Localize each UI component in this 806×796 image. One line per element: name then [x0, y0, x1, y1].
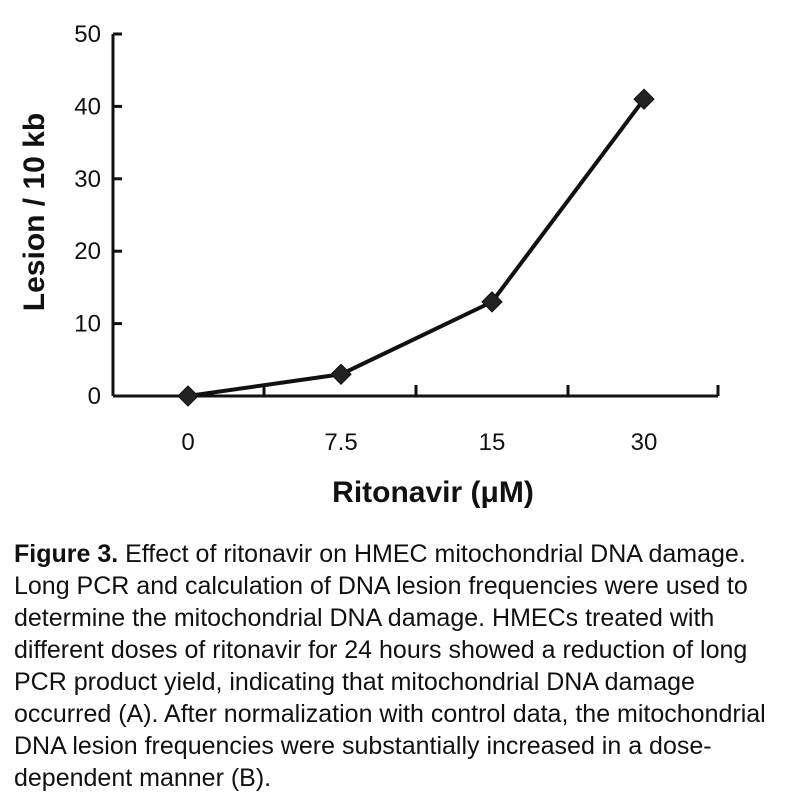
x-tick-label: 30: [630, 429, 658, 456]
data-point-diamond: [331, 364, 351, 384]
y-tick-label: 20: [74, 238, 101, 266]
series-line: [188, 99, 644, 396]
x-tick-label: 0: [181, 429, 195, 456]
x-tick-label: 7.5: [324, 429, 358, 456]
y-tick-label: 10: [74, 310, 101, 338]
data-point-diamond: [178, 386, 198, 406]
figure-caption: [14, 538, 798, 794]
caption-text: Effect of ritonavir on HMEC mitochondrial DNA damage. Long PCR and calculation of DNA lesion frequencies were used to determine the mitochondrial DNA damage. HMECs treated with different doses of ritonavir for 24 hours showed a reduction of long PCR product yield, indicating that mitochondrial DNA damage occurred (A). After normalization with control data, the mitochondrial DNA lesion frequencies were substantially increased in a dose-dependent manner (B).: [14, 540, 766, 792]
x-axis-title: Ritonavir (μM): [332, 476, 534, 509]
y-tick-label: 40: [74, 93, 101, 121]
y-tick-label: 30: [74, 165, 101, 193]
x-tick-label: 15: [478, 429, 506, 456]
y-tick-label: 50: [74, 21, 101, 48]
data-series: [178, 89, 654, 406]
y-tick-label: 0: [87, 383, 101, 410]
y-axis: [74, 21, 122, 410]
y-axis-title: Lesion / 10 kb: [18, 112, 51, 312]
figure-label: Figure 3.: [14, 540, 119, 568]
